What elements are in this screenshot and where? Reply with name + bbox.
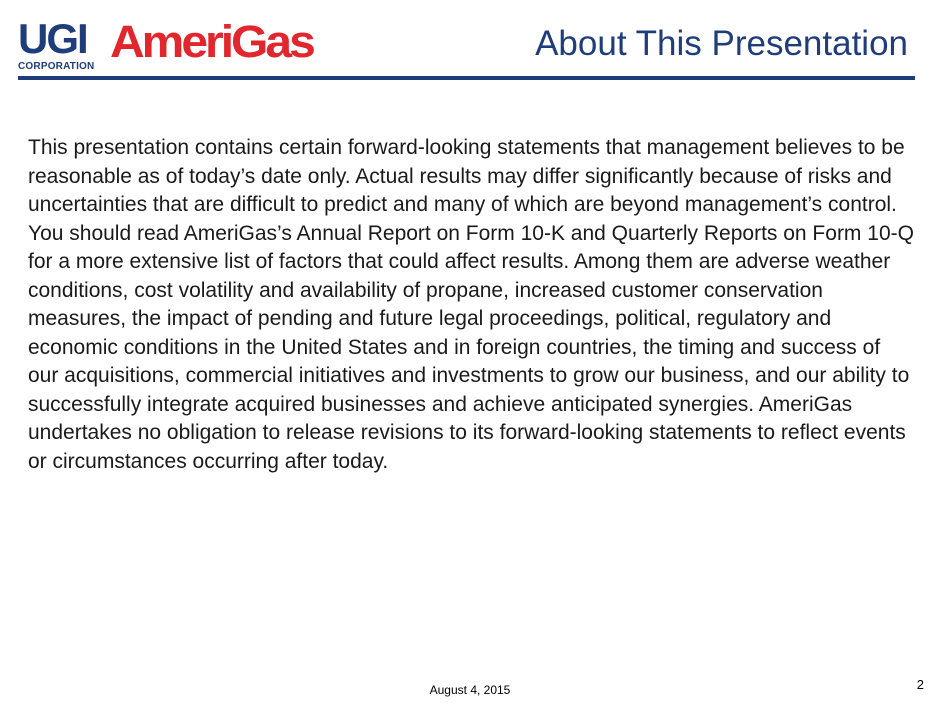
amerigas-logo — [110, 17, 313, 68]
amerigas-logo-text: AmeriGas — [110, 17, 313, 68]
page-title: About This Presentation — [535, 24, 908, 63]
header-logos — [18, 15, 398, 74]
ugi-logo-subtext: CORPORATION — [18, 61, 95, 72]
title-divider — [18, 76, 915, 80]
ugi-logo-text: UGI — [18, 15, 87, 62]
disclaimer-paragraph: This presentation contains certain forward-looking statements that management believes to be reasonable as of today’s date only. Actual results may differ significantly because of risks and uncertainties that are difficult to predict and many of which are beyond management’s control. You should read AmeriGas’s Annual Report on Form 10-K and Quarterly Reports on Form 10-Q for a more extensive list of factors that could affect results. Among them are adverse weather conditions, cost volatility and availability of propane, increased customer conservation measures, the impact of pending and future legal proceedings, political, regulatory and economic conditions in the United States and in foreign countries, the timing and success of our acquisitions, commercial initiatives and investments to grow our business, and our ability to successfully integrate acquired businesses and achieve anticipated synergies. AmeriGas undertakes no obligation to release revisions to its forward-looking statements to reflect events or circumstances occurring after today. — [28, 136, 914, 473]
page-number: 2 — [916, 677, 924, 692]
footer-date: August 4, 2015 — [429, 683, 511, 697]
ugi-corporation-logo — [18, 15, 106, 72]
